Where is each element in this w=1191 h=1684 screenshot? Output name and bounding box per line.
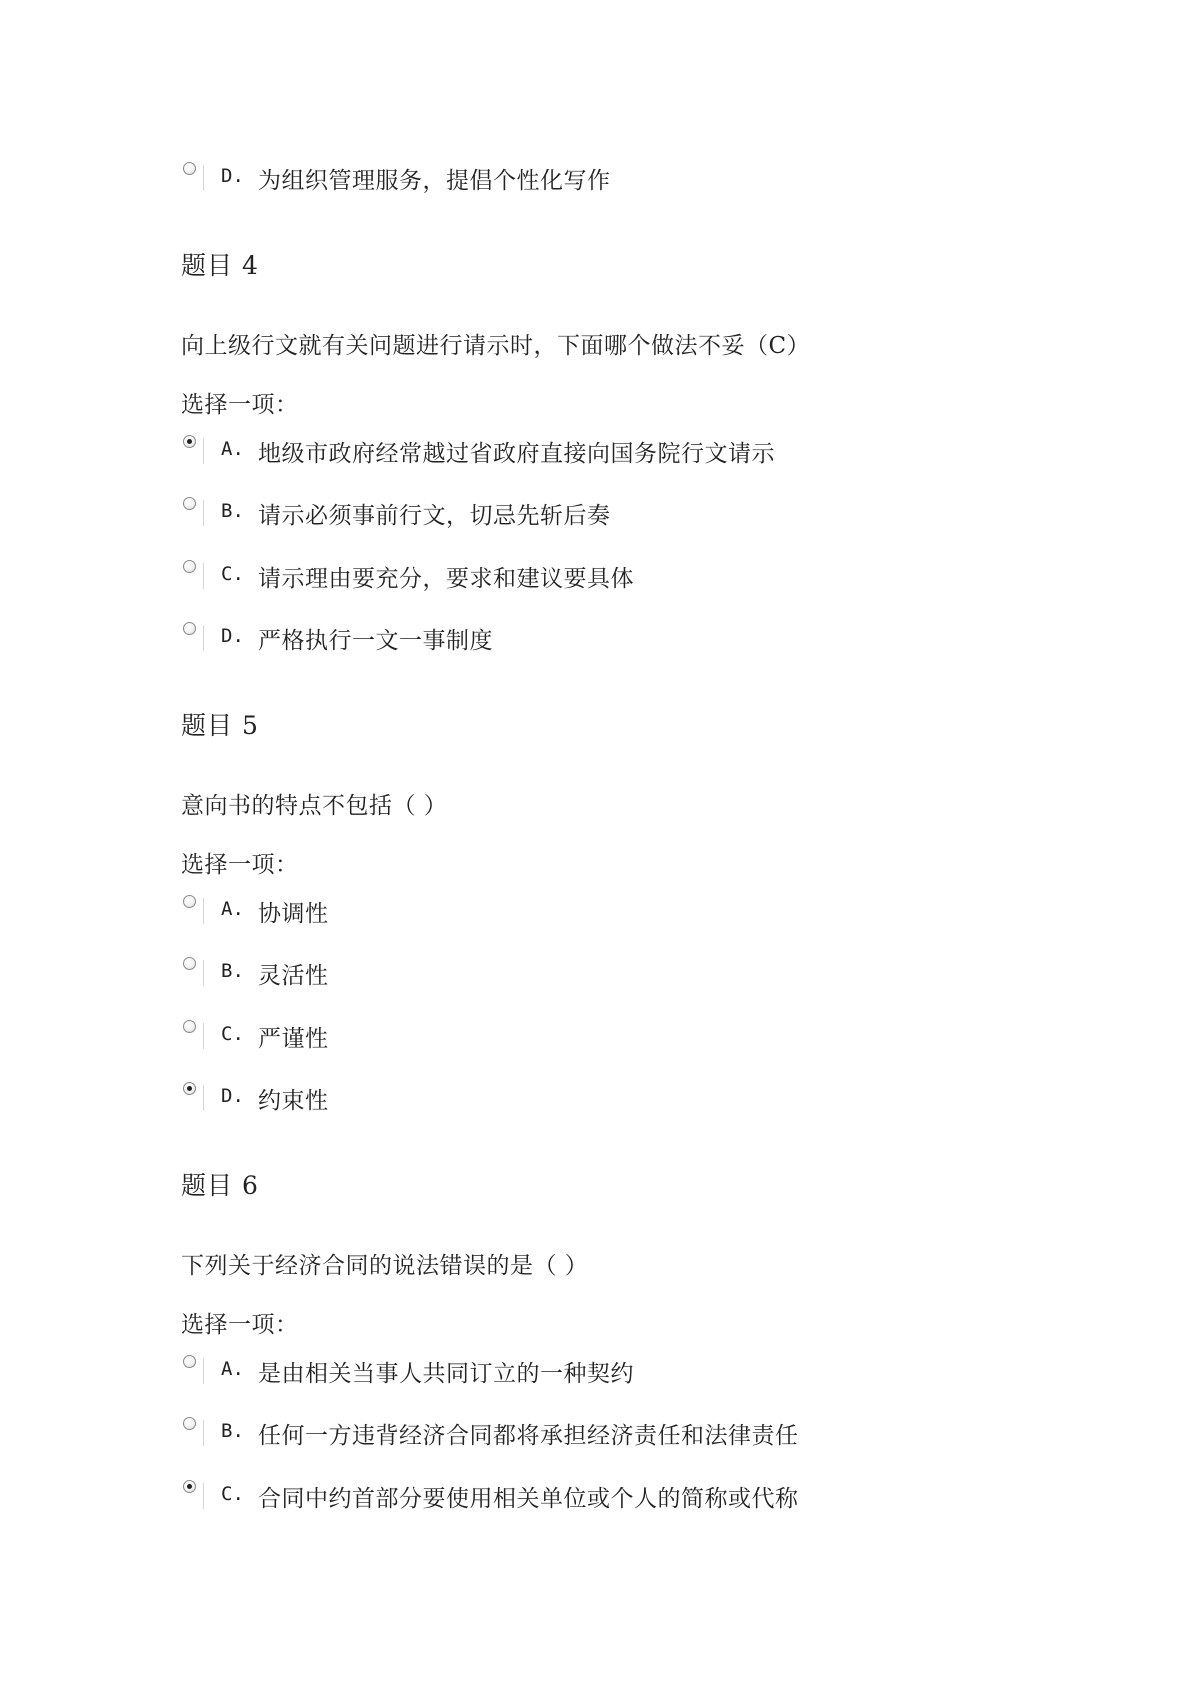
- question-heading: 题目 4: [181, 251, 259, 280]
- option-divider: [203, 1420, 204, 1446]
- option-text: 约束性: [258, 1088, 329, 1114]
- option-text: 严谨性: [258, 1026, 329, 1052]
- option-text: 协调性: [258, 901, 329, 927]
- radio-button[interactable]: [183, 435, 196, 448]
- radio-button[interactable]: [183, 957, 196, 970]
- option-letter: B.: [221, 500, 244, 522]
- question-heading: 题目 5: [181, 711, 259, 740]
- option-letter: A.: [221, 898, 244, 920]
- option-text: 严格执行一文一事制度: [258, 628, 493, 654]
- option-text: 为组织管理服务，提倡个性化写作: [258, 168, 611, 194]
- question-heading: 题目 6: [181, 1171, 259, 1200]
- radio-button[interactable]: [183, 622, 196, 635]
- question-text: 向上级行文就有关问题进行请示时，下面哪个做法不妥（C）: [181, 333, 811, 359]
- select-one-prompt: 选择一项：: [181, 1312, 299, 1338]
- option-letter: D.: [221, 1085, 244, 1107]
- option-letter: D.: [221, 165, 244, 187]
- radio-button[interactable]: [183, 1480, 196, 1493]
- radio-button[interactable]: [183, 1020, 196, 1033]
- option-letter: C.: [221, 1483, 244, 1505]
- option-text: 地级市政府经常越过省政府直接向国务院行文请示: [258, 441, 775, 467]
- question-text: 下列关于经济合同的说法错误的是（ ）: [181, 1253, 589, 1279]
- option-letter: C.: [221, 563, 244, 585]
- option-letter: D.: [221, 625, 244, 647]
- option-divider: [203, 898, 204, 924]
- radio-button[interactable]: [183, 162, 196, 175]
- option-letter: A.: [221, 438, 244, 460]
- option-text: 请示理由要充分，要求和建议要具体: [258, 566, 634, 592]
- radio-button[interactable]: [183, 1355, 196, 1368]
- option-divider: [203, 1085, 204, 1111]
- radio-button[interactable]: [183, 895, 196, 908]
- option-divider: [203, 500, 204, 526]
- option-divider: [203, 165, 204, 191]
- option-text: 任何一方违背经济合同都将承担经济责任和法律责任: [258, 1423, 799, 1449]
- option-divider: [203, 1483, 204, 1509]
- option-letter: B.: [221, 1420, 244, 1442]
- option-letter: B.: [221, 960, 244, 982]
- select-one-prompt: 选择一项：: [181, 392, 299, 418]
- option-letter: C.: [221, 1023, 244, 1045]
- option-divider: [203, 1023, 204, 1049]
- question-text: 意向书的特点不包括（ ）: [181, 793, 448, 819]
- radio-button[interactable]: [183, 1082, 196, 1095]
- radio-button[interactable]: [183, 497, 196, 510]
- option-divider: [203, 960, 204, 986]
- option-divider: [203, 563, 204, 589]
- option-text: 合同中约首部分要使用相关单位或个人的简称或代称: [258, 1486, 799, 1512]
- select-one-prompt: 选择一项：: [181, 852, 299, 878]
- option-text: 请示必须事前行文，切忌先斩后奏: [258, 503, 611, 529]
- radio-button[interactable]: [183, 1417, 196, 1430]
- option-divider: [203, 625, 204, 651]
- option-letter: A.: [221, 1358, 244, 1380]
- option-text: 是由相关当事人共同订立的一种契约: [258, 1361, 634, 1387]
- option-divider: [203, 438, 204, 464]
- option-text: 灵活性: [258, 963, 329, 989]
- option-divider: [203, 1358, 204, 1384]
- radio-button[interactable]: [183, 560, 196, 573]
